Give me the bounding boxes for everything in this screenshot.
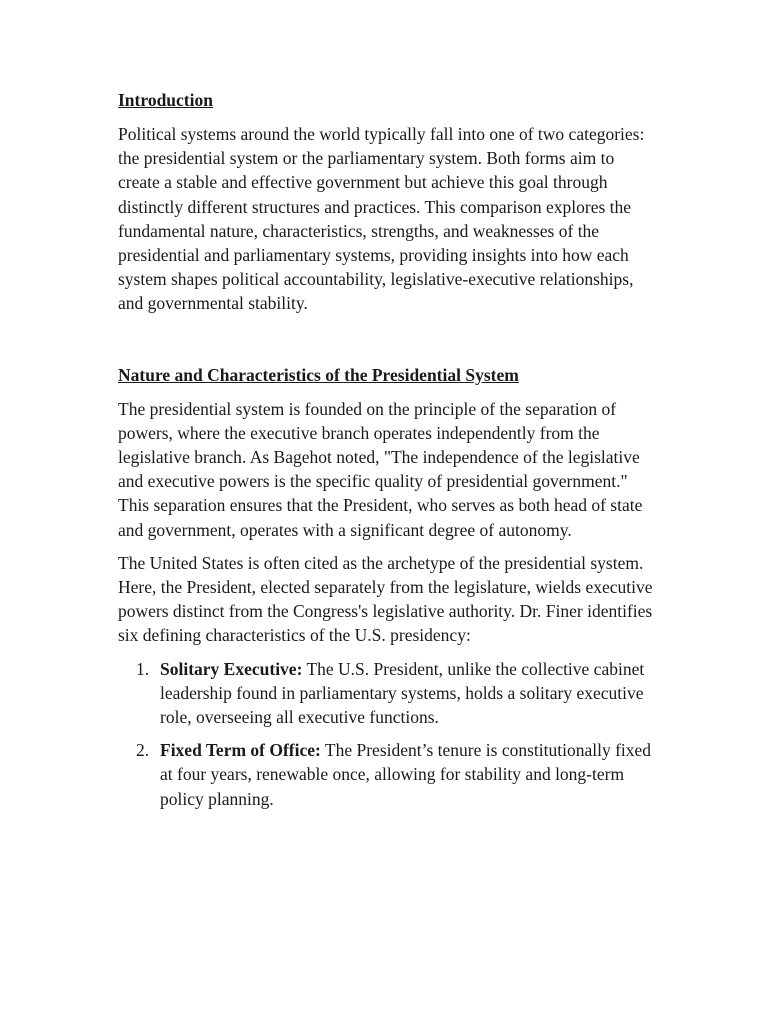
- section-heading-introduction: Introduction: [118, 90, 213, 110]
- section-spacer: [118, 325, 658, 363]
- list-item-number: 2.: [136, 740, 150, 761]
- document-page: [118, 88, 658, 820]
- presidential-paragraph-separation-of-powers: The presidential system is founded on the principle of the separation of powers, where the executive branch operates independently from the legislative branch. As Bagehot noted, "The independence of the legislative and executive powers is the specific quality of presidential government." This separation ensures that the President, who serves as both head of state and government, operates with a significant degree of autonomy.: [118, 398, 643, 540]
- characteristics-list: [118, 657, 658, 811]
- list-item: [136, 657, 658, 730]
- introduction-paragraph: Political systems around the world typically fall into one of two categories: the presidential system or the parliamentary system. Both forms aim to create a stable and effective government but achieve this goal through distinctly different structures and practices. This comparison explores the fundamental nature, characteristics, strengths, and weaknesses of the presidential and parliamentary systems, providing insights into how each system shapes political accountability, legislative-executive relationships, and governmental stability.: [118, 124, 645, 314]
- list-item-number: 1.: [136, 658, 150, 679]
- list-item-text: The President’s tenure is constitutionally fixed at four years, renewable once, allowing for stability and long-term policy planning.: [160, 740, 652, 809]
- list-item: [136, 738, 658, 811]
- presidential-paragraph-united-states: The United States is often cited as the archetype of the presidential system. Here, the President, elected separately from the legislature, wields executive powers distinct from the Congress's legislative authority. Dr. Finer identifies six defining characteristics of the U.S. presidency:: [118, 552, 653, 646]
- list-item-term: Solitary Executive:: [160, 658, 303, 679]
- section-heading-presidential-system: Nature and Characteristics of the Presidential System: [118, 364, 519, 385]
- list-item-text: The U.S. President, unlike the collective cabinet leadership found in parliamentary systems, holds a solitary executive role, overseeing all executive functions.: [160, 658, 645, 728]
- list-item-term: Fixed Term of Office:: [160, 740, 321, 761]
